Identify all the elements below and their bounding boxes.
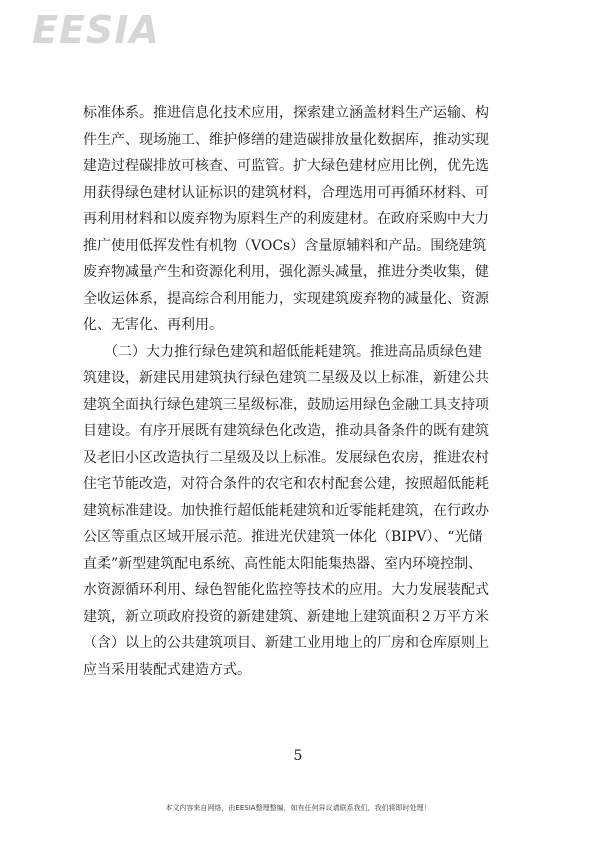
document-body: [83, 100, 513, 683]
text-line: 建筑标准建设。加快推行超低能耗建筑和近零能耗建筑，在行政办: [83, 502, 489, 519]
text-line: 筑建设，新建民用建筑执行绿色建筑二星级及以上标准，新建公共: [83, 370, 489, 386]
text-line: 用获得绿色建材认证标识的建筑材料，合理选用可再循环材料、可: [83, 184, 489, 201]
section-heading-line: （二）大力推行绿色建筑和超低能耗建筑。推进高品质绿色建: [83, 343, 482, 360]
text-line: （含）以上的公共建筑项目、新建工业用地上的厂房和仓库原则上: [83, 635, 489, 651]
page-number: 5: [293, 748, 303, 764]
text-line: 化、无害化、再利用。: [83, 317, 223, 333]
text-line: 全收运体系，提高综合利用能力，实现建筑废弃物的减量化、资源: [83, 290, 489, 307]
footer-notice: 本文内容来自网络，由EESIA整理整编，如有任何异议请联系我们，我们将即时处理！: [165, 804, 431, 812]
text-line: 及老旧小区改造执行二星级及以上标准。发展绿色农房，推进农村: [83, 449, 489, 466]
text-line: 应当采用装配式建造方式。: [83, 661, 251, 678]
eesia-logo: EESIA: [32, 8, 160, 52]
text-line: 水资源循环利用、绿色智能化监控等技术的应用。大力发展装配式: [83, 582, 489, 598]
text-line: 直柔”新型建筑配电系统、高性能太阳能集热器、室内环境控制、: [83, 555, 483, 572]
text-line: 废弃物减量产生和资源化利用，强化源头减量，推进分类收集，健: [83, 264, 489, 280]
text-line: 件生产、现场施工、维护修缮的建造碳排放量化数据库，推动实现: [83, 131, 489, 148]
text-line: 公区等重点区域开展示范。推进光伏建筑一体化（BIPV）、“光储: [83, 529, 483, 545]
text-line: 建造过程碳排放可核查、可监管。扩大绿色建材应用比例，优先选: [83, 158, 489, 174]
text-line: 标准体系。推进信息化技术应用，探索建立涵盖材料生产运输、构: [83, 105, 489, 121]
text-line: 目建设。有序开展既有建筑绿色化改造，推动具备条件的既有建筑: [83, 423, 489, 439]
text-line: 建筑全面执行绿色建筑三星级标准，鼓励运用绿色金融工具支持项: [83, 396, 489, 413]
text-line: 推广使用低挥发性有机物（VOCs）含量原辅料和产品。围绕建筑: [83, 237, 487, 254]
text-line: 住宅节能改造，对符合条件的农宅和农村配套公建，按照超低能耗: [83, 476, 489, 492]
text-line: 再利用材料和以废弃物为原料生产的利废建材。在政府采购中大力: [83, 211, 489, 227]
text-line: 建筑，新立项政府投资的新建建筑、新建地上建筑面积２万平方米: [83, 608, 489, 625]
